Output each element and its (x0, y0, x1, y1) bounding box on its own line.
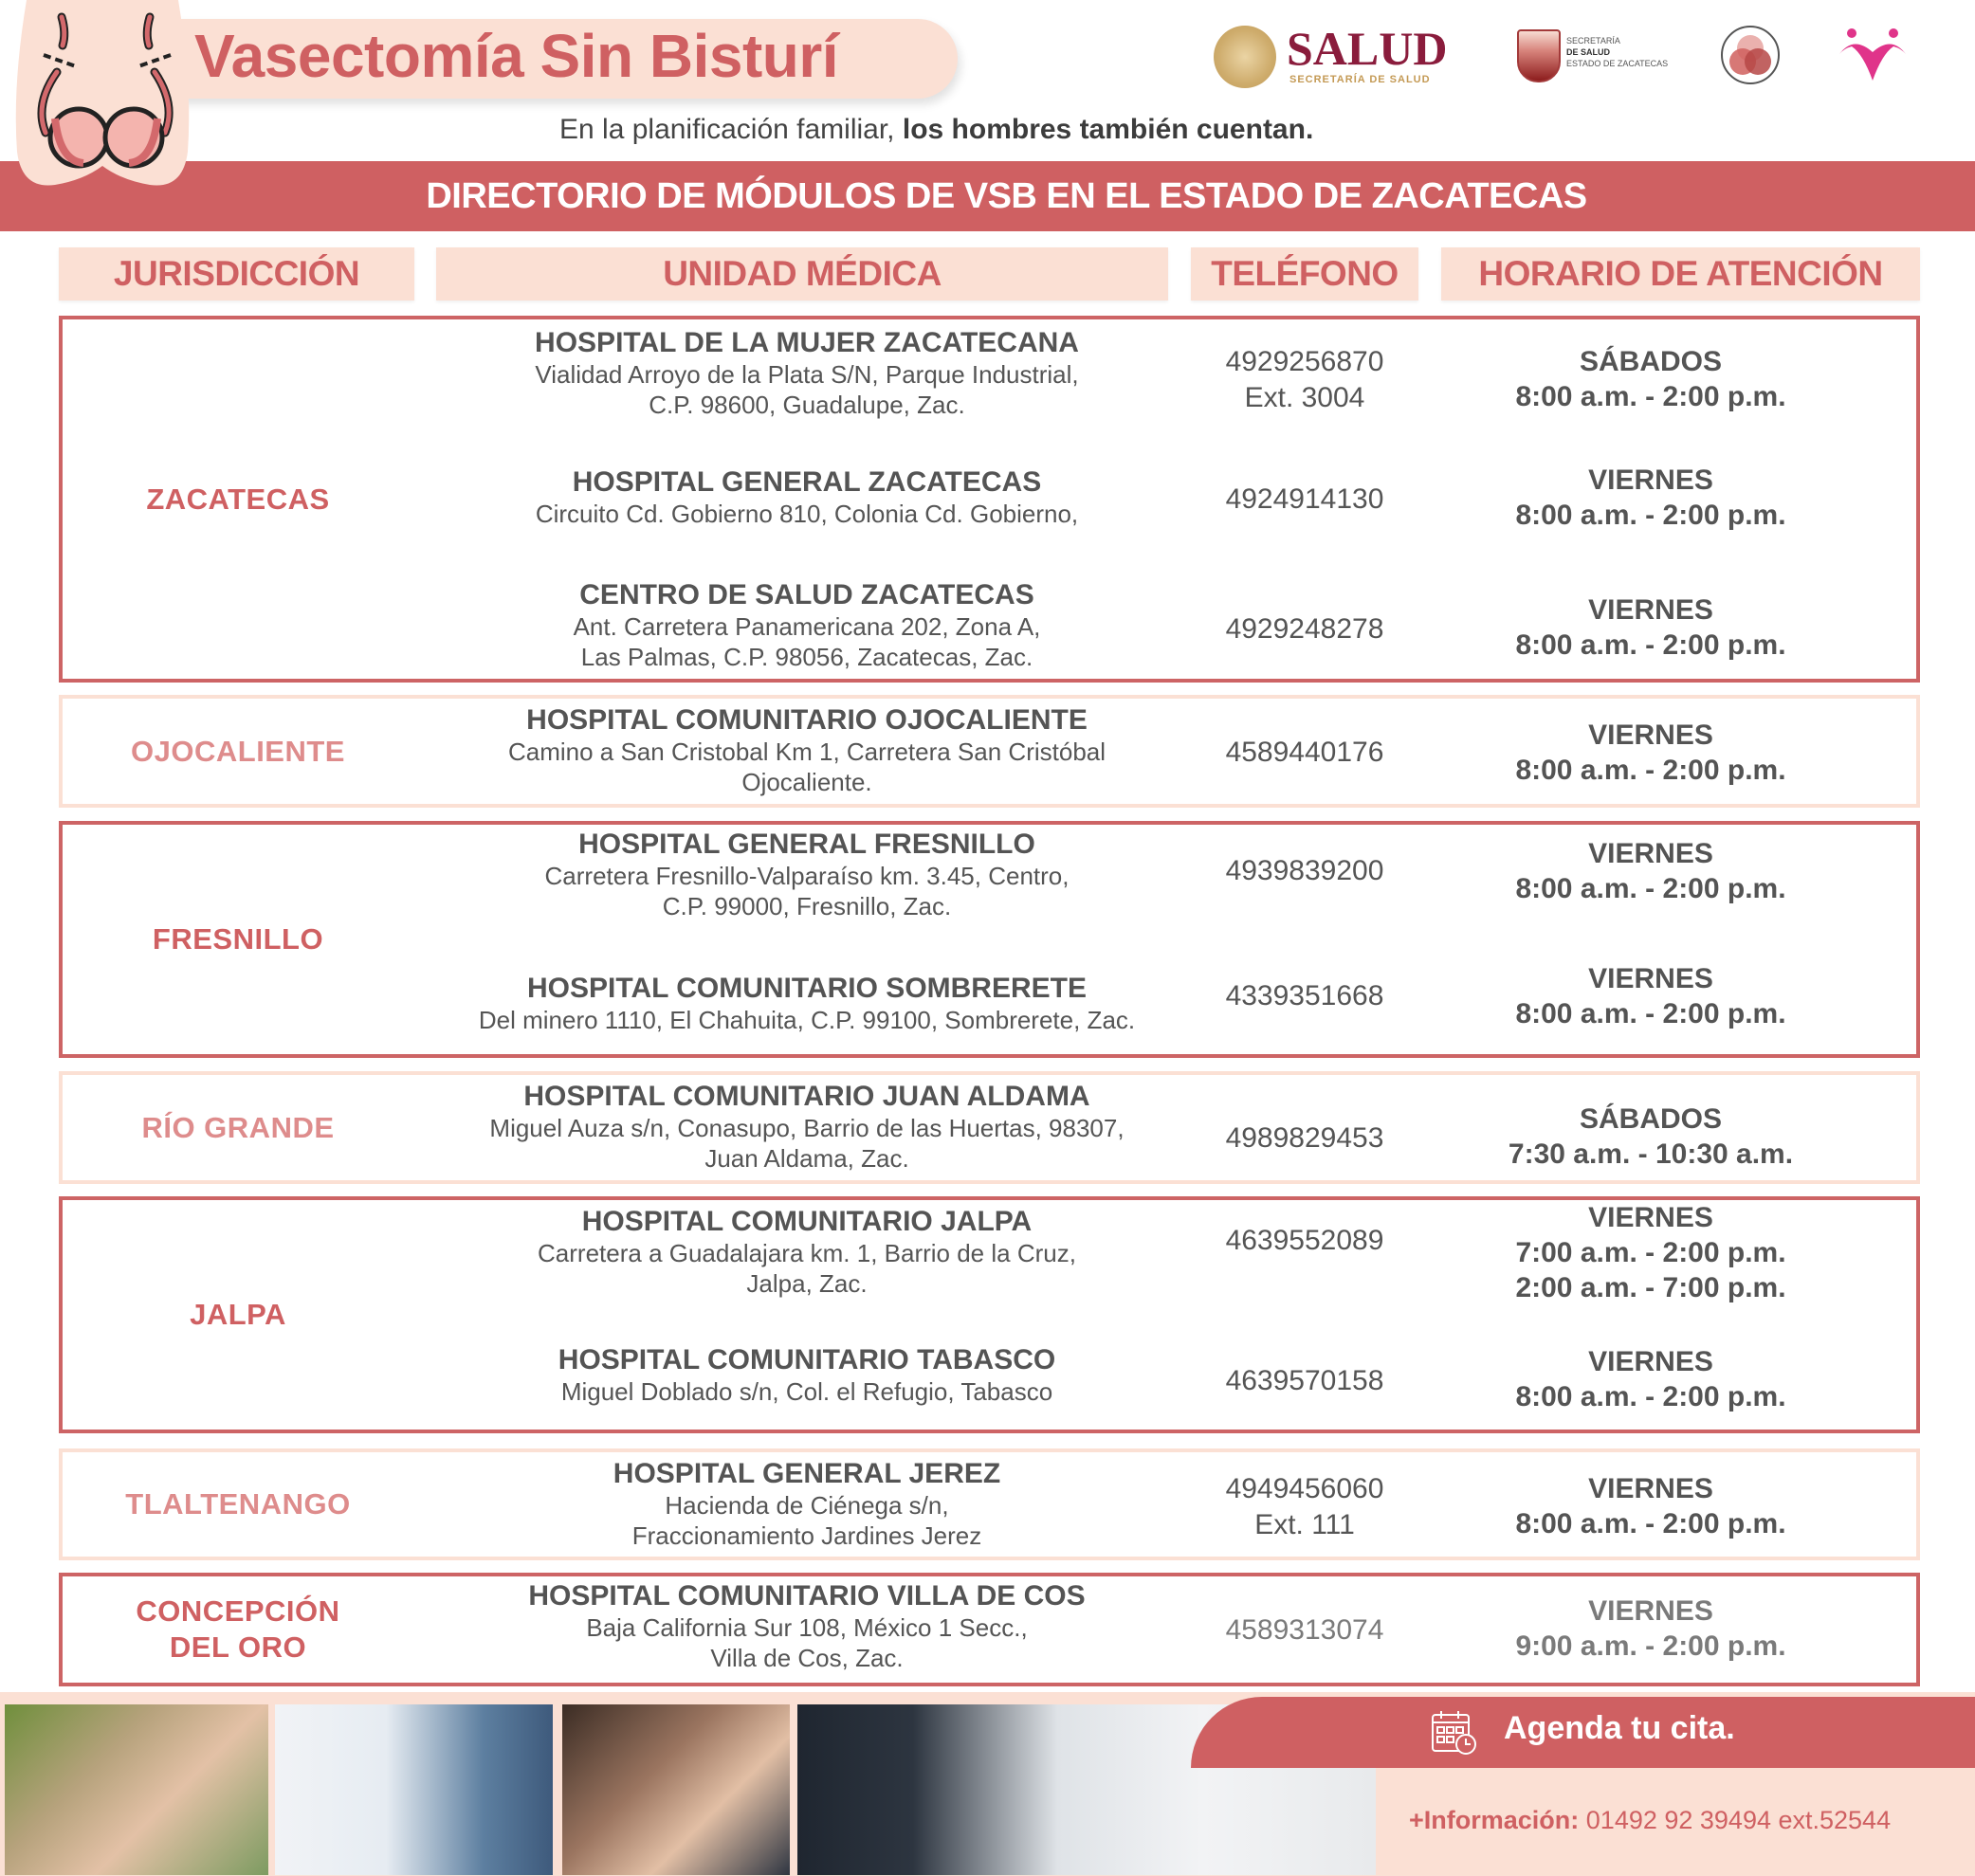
family-heart-logo-icon (1835, 26, 1911, 84)
group-concepcion-del-oro (59, 1573, 1920, 1686)
group-jalpa (59, 1196, 1920, 1433)
unit-name: HOSPITAL DE LA MUJER ZACATECANA (535, 327, 1079, 358)
footer (0, 1692, 1975, 1876)
unit-name: HOSPITAL COMUNITARIO VILLA DE COS (528, 1580, 1086, 1612)
column-header-horario: HORARIO DE ATENCIÓN (1441, 247, 1920, 301)
title-part-1: Vasectomía (194, 22, 540, 90)
unit-name: HOSPITAL COMUNITARIO SOMBRERETE (526, 973, 1087, 1004)
mexico-seal-icon (1214, 26, 1276, 88)
group-ojocaliente (59, 695, 1920, 808)
unit-address: Del minero 1110, El Chahuita, C.P. 99100, Sombrerete, Zac. (478, 1006, 1136, 1034)
column-header-unidad-medica: UNIDAD MÉDICA (436, 247, 1168, 301)
salud-logo (1209, 21, 1455, 97)
phone-number[interactable]: 4339351668 (1225, 980, 1384, 1011)
subtitle (559, 114, 1313, 146)
schedule-day: VIERNES (1588, 1595, 1713, 1627)
unit-name: HOSPITAL COMUNITARIO TABASCO (558, 1344, 1056, 1375)
jurisdiction-label: JALPA (190, 1298, 286, 1331)
salud-wordmark: SALUD (1287, 22, 1448, 75)
title-part-2: Sin Bisturí (539, 22, 839, 90)
unit-address: Hacienda de Ciénega s/n, (665, 1491, 949, 1520)
banner-title: DIRECTORIO DE MÓDULOS DE VSB EN EL ESTADO DE ZACATECAS (426, 176, 1587, 216)
schedule-day: SÁBADOS (1579, 1103, 1722, 1135)
unit-address: Juan Aldama, Zac. (704, 1144, 909, 1173)
jurisdiction-label: FRESNILLO (152, 922, 324, 956)
unit-address: Las Palmas, C.P. 98056, Zacatecas, Zac. (580, 643, 1033, 671)
directory-banner (0, 161, 1975, 231)
jurisdiction-line: DEL ORO (169, 1630, 307, 1664)
info-box (1381, 1768, 1975, 1876)
unit-address: Miguel Doblado s/n, Col. el Refugio, Tabasco (560, 1377, 1053, 1406)
info-phone[interactable]: 01492 92 39494 ext.52544 (1579, 1806, 1892, 1834)
schedule-day: VIERNES (1588, 963, 1713, 994)
schedule-hours: 8:00 a.m. - 2:00 p.m. (1515, 381, 1786, 412)
schedule-day: VIERNES (1588, 1202, 1713, 1233)
zacatecas-health-logo (1517, 26, 1669, 92)
phone-number[interactable]: 4949456060 (1225, 1473, 1384, 1504)
salud-subtitle: SECRETARÍA DE SALUD (1289, 74, 1431, 85)
logo-strip (1209, 21, 1929, 97)
schedule-hours: 8:00 a.m. - 2:00 p.m. (1515, 500, 1786, 531)
phone-number[interactable]: 4929256870 (1225, 346, 1384, 377)
jurisdiction-label: TLALTENANGO (125, 1487, 351, 1521)
jurisdiction-label: RÍO GRANDE (141, 1110, 335, 1144)
phone-number[interactable]: 4589313074 (1225, 1614, 1384, 1646)
phone-number[interactable]: 4924914130 (1225, 483, 1384, 515)
schedule-hours: 8:00 a.m. - 2:00 p.m. (1515, 1381, 1786, 1412)
group-tlaltenango (59, 1448, 1920, 1560)
subtitle-bold: los hombres también cuentan. (902, 114, 1314, 145)
zac-line-1: SECRETARÍA (1566, 36, 1620, 46)
unit-address: Jalpa, Zac. (746, 1269, 868, 1298)
public-health-circles-logo-icon (1721, 26, 1780, 84)
schedule-day: VIERNES (1588, 838, 1713, 869)
unit-name: HOSPITAL GENERAL JEREZ (613, 1458, 1001, 1489)
unit-name: HOSPITAL COMUNITARIO JALPA (581, 1206, 1033, 1237)
subtitle-regular: En la planificación familiar, (559, 114, 903, 145)
unit-address: Circuito Cd. Gobierno 810, Colonia Cd. Gobierno, (535, 500, 1079, 528)
unit-address: Ojocaliente. (741, 768, 872, 796)
unit-address: Ant. Carretera Panamericana 202, Zona A, (573, 612, 1041, 641)
phone-number[interactable]: 4589440176 (1225, 737, 1384, 768)
group-zacatecas (59, 316, 1920, 683)
phone-number[interactable]: 4639552089 (1225, 1225, 1384, 1256)
phone-number[interactable]: 4939839200 (1225, 855, 1384, 886)
schedule-day: SÁBADOS (1579, 346, 1722, 377)
unit-address: Fraccionamiento Jardines Jerez (631, 1521, 982, 1550)
schedule-day: VIERNES (1588, 1473, 1713, 1504)
unit-address: Carretera Fresnillo-Valparaíso km. 3.45, Centro, (544, 862, 1070, 890)
unit-address: Camino a San Cristobal Km 1, Carretera San Cristóbal (507, 738, 1106, 766)
zac-line-2: DE SALUD (1566, 47, 1611, 57)
group-fresnillo (59, 821, 1920, 1058)
unit-name: HOSPITAL COMUNITARIO OJOCALIENTE (526, 704, 1088, 736)
schedule-day: VIERNES (1588, 719, 1713, 751)
zacatecas-logo-text (1566, 35, 1668, 69)
jurisdiction-label: OJOCALIENTE (131, 734, 345, 768)
unit-address: Baja California Sur 108, México 1 Secc., (586, 1613, 1028, 1642)
schedule-day: VIERNES (1588, 1346, 1713, 1377)
schedule-hours: 9:00 a.m. - 2:00 p.m. (1515, 1630, 1786, 1662)
jurisdiction-line: CONCEPCIÓN (136, 1594, 340, 1628)
schedule-day: VIERNES (1588, 594, 1713, 626)
jurisdiction-label: ZACATECAS (146, 482, 330, 516)
schedule-hours: 8:00 a.m. - 2:00 p.m. (1515, 1508, 1786, 1539)
father-baby-photo (562, 1704, 790, 1875)
unit-address: C.P. 99000, Fresnillo, Zac. (662, 892, 952, 920)
info-label: +Información: (1409, 1806, 1580, 1834)
jurisdiction-label (63, 1576, 413, 1683)
zac-line-3: ESTADO DE ZACATECAS (1566, 59, 1669, 68)
doctor-patient-clipboard-photo (275, 1704, 553, 1875)
unit-address: Villa de Cos, Zac. (710, 1644, 904, 1672)
phone-extension: Ext. 3004 (1244, 382, 1365, 413)
schedule-hours: 8:00 a.m. - 2:00 p.m. (1515, 629, 1786, 661)
unit-name: HOSPITAL GENERAL FRESNILLO (578, 829, 1035, 860)
schedule-day: VIERNES (1588, 464, 1713, 496)
group-rio-grande (59, 1071, 1920, 1184)
family-photo (5, 1704, 268, 1875)
phone-number[interactable]: 4929248278 (1225, 613, 1384, 645)
unit-name: HOSPITAL COMUNITARIO JUAN ALDAMA (523, 1081, 1090, 1112)
unit-address: C.P. 98600, Guadalupe, Zac. (649, 391, 965, 419)
zacatecas-shield-icon (1517, 29, 1561, 82)
unit-address: Miguel Auza s/n, Conasupo, Barrio de las Huertas, 98307, (489, 1114, 1125, 1142)
calendar-clock-icon (1430, 1708, 1479, 1758)
page-title (194, 21, 838, 91)
schedule-appointment-label: Agenda tu cita. (1504, 1710, 1735, 1746)
schedule-hours: 7:30 a.m. - 10:30 a.m. (1508, 1138, 1794, 1170)
unit-address: Vialidad Arroyo de la Plata S/N, Parque Industrial, (535, 360, 1079, 389)
schedule-hours: 8:00 a.m. - 2:00 p.m. (1515, 998, 1786, 1029)
schedule-hours: 8:00 a.m. - 2:00 p.m. (1515, 873, 1786, 904)
unit-name: HOSPITAL GENERAL ZACATECAS (572, 466, 1042, 498)
vasectomy-illustration-icon (8, 0, 197, 194)
schedule-hours: 7:00 a.m. - 2:00 p.m. (1515, 1237, 1786, 1268)
schedule-hours: 2:00 a.m. - 7:00 p.m. (1515, 1272, 1786, 1303)
schedule-hours: 8:00 a.m. - 2:00 p.m. (1515, 755, 1786, 786)
unit-name: CENTRO DE SALUD ZACATECAS (579, 579, 1034, 610)
column-header-telefono: TELÉFONO (1191, 247, 1418, 301)
phone-number[interactable]: 4989829453 (1225, 1122, 1384, 1154)
info-contact (1409, 1806, 1891, 1835)
phone-number[interactable]: 4639570158 (1225, 1365, 1384, 1396)
phone-extension: Ext. 111 (1254, 1509, 1355, 1540)
unit-address: Carretera a Guadalajara km. 1, Barrio de la Cruz, (538, 1239, 1076, 1267)
schedule-appointment-banner[interactable] (1191, 1697, 1975, 1768)
column-header-jurisdiccion: JURISDICCIÓN (59, 247, 414, 301)
